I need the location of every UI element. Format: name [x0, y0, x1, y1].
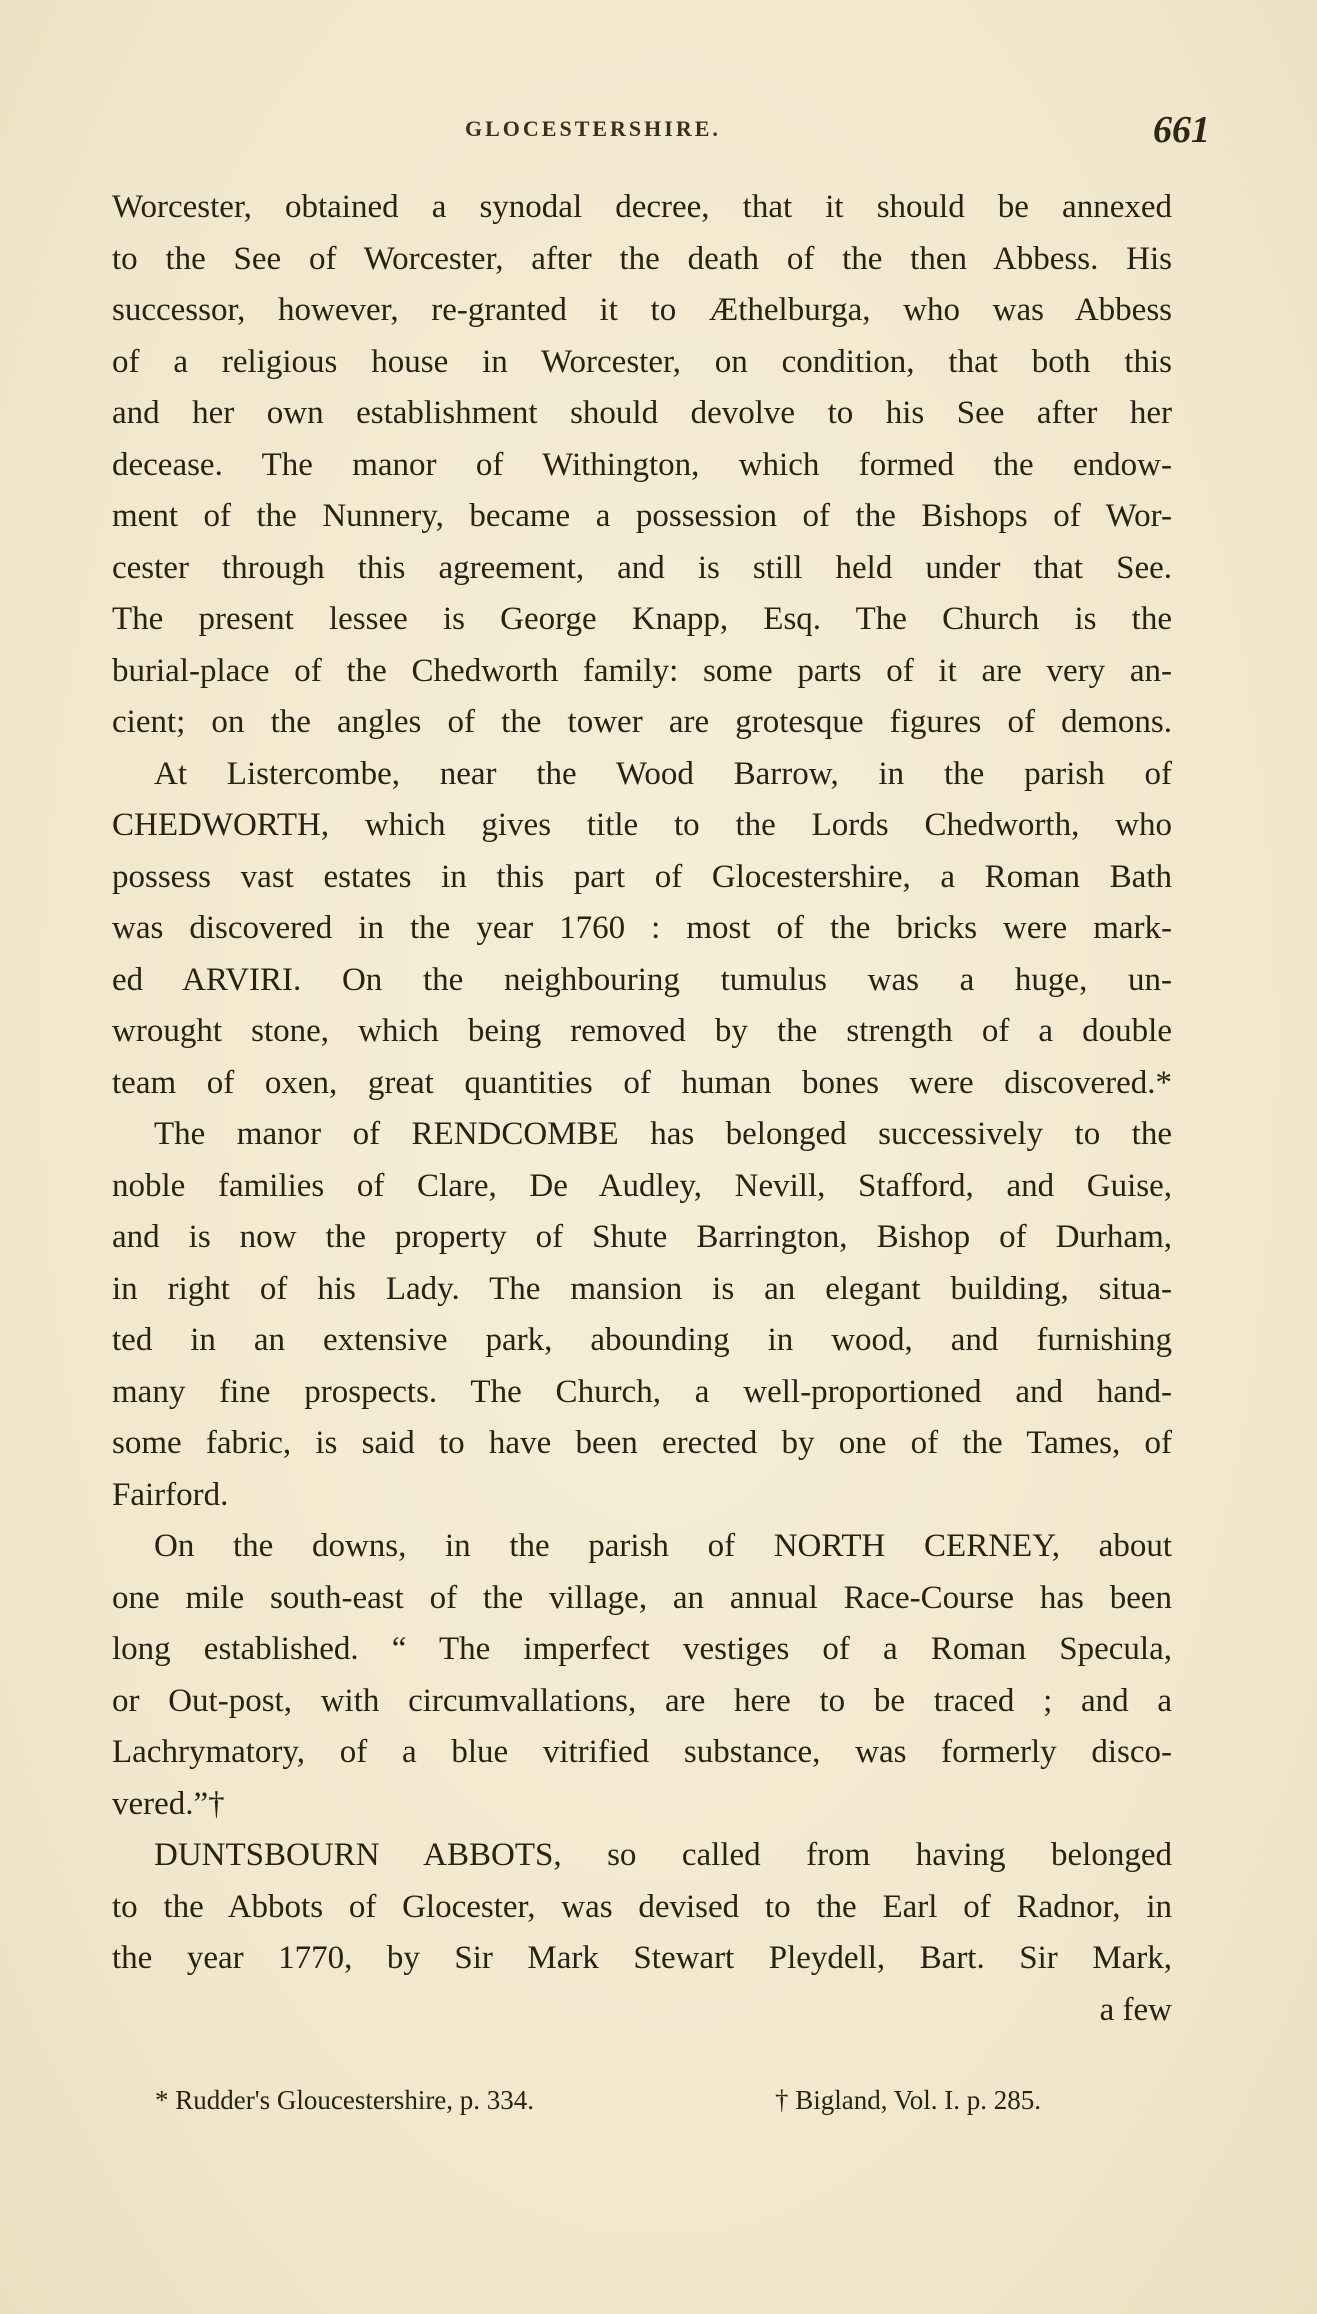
paragraph-start-line: DUNTSBOURN ABBOTS, so called from having belonged	[154, 1837, 1172, 1873]
text-line: was discovered in the year 1760 : most of the bricks were mark-	[112, 910, 1172, 946]
text-line: many fine prospects. The Church, a well-proportioned and hand-	[112, 1373, 1172, 1410]
text-line: to the See of Worcester, after the death of the then Abbess. His	[112, 240, 1172, 277]
paragraph-end-line: Fairford.	[112, 1476, 229, 1513]
footnote-rudder: * Rudder's Gloucestershire, p. 334.	[155, 2085, 535, 2115]
text-line: wrought stone, which being removed by the strength of a double	[112, 1013, 1172, 1049]
page-number: 661	[1153, 109, 1210, 151]
text-line: cester through this agreement, and is still held under that See.	[112, 549, 1172, 586]
text-line: one mile south-east of the village, an annual Race-Course has been	[112, 1579, 1172, 1616]
catchword: a few	[1099, 1991, 1172, 2028]
text-line: ment of the Nunnery, became a possession of the Bishops of Wor-	[112, 498, 1172, 534]
text-line: and her own establishment should devolve to his See after her	[112, 395, 1172, 431]
text-line: in right of his Lady. The mansion is an elegant building, situa-	[112, 1270, 1172, 1307]
text-line: long established. “ The imperfect vestiges of a Roman Specula,	[112, 1631, 1172, 1667]
text-line: burial-place of the Chedworth family: some parts of it are very an-	[112, 652, 1172, 689]
text-line: ted in an extensive park, abounding in wood, and furnishing	[112, 1322, 1172, 1358]
paragraph-start-line: On the downs, in the parish of NORTH CERNEY, about	[154, 1528, 1172, 1564]
text-line: of a religious house in Worcester, on condition, that both this	[112, 343, 1172, 380]
footnote-bigland: † Bigland, Vol. I. p. 285.	[775, 2085, 1042, 2115]
text-line: ed ARVIRI. On the neighbouring tumulus was a huge, un-	[112, 961, 1172, 998]
footnotes	[155, 2080, 1185, 2120]
text-line: CHEDWORTH, which gives title to the Lords Chedworth, who	[112, 807, 1172, 843]
text-line: or Out-post, with circumvallations, are here to be traced ; and a	[112, 1682, 1172, 1719]
text-line: to the Abbots of Glocester, was devised to the Earl of Radnor, in	[112, 1888, 1172, 1925]
text-line: Lachrymatory, of a blue vitrified substance, was formerly disco-	[112, 1734, 1172, 1770]
paragraph-start-line: The manor of RENDCOMBE has belonged successively to the	[154, 1116, 1172, 1152]
running-head	[110, 109, 1210, 152]
text-line: decease. The manor of Withington, which formed the endow-	[112, 446, 1172, 483]
text-line: team of oxen, great quantities of human bones were discovered.*	[112, 1064, 1172, 1101]
running-title: GLOCESTERSHIRE.	[465, 116, 721, 141]
text-line: The present lessee is George Knapp, Esq. The Church is the	[112, 601, 1172, 637]
text-line: the year 1770, by Sir Mark Stewart Pleydell, Bart. Sir Mark,	[112, 1940, 1172, 1976]
paragraph-end-line: vered.”†	[112, 1785, 225, 1822]
text-line: and is now the property of Shute Barrington, Bishop of Durham,	[112, 1219, 1172, 1255]
text-line: some fabric, is said to have been erected by one of the Tames, of	[112, 1425, 1172, 1461]
body-text	[112, 182, 1172, 2036]
text-line: noble families of Clare, De Audley, Nevill, Stafford, and Guise,	[112, 1167, 1172, 1204]
text-line: Worcester, obtained a synodal decree, that it should be annexed	[112, 189, 1172, 225]
text-line: successor, however, re-granted it to Æthelburga, who was Abbess	[112, 292, 1172, 328]
text-line: cient; on the angles of the tower are grotesque figures of demons.	[112, 704, 1172, 740]
text-line: possess vast estates in this part of Glocestershire, a Roman Bath	[112, 858, 1172, 895]
paragraph-start-line: At Listercombe, near the Wood Barrow, in the parish of	[154, 755, 1172, 792]
